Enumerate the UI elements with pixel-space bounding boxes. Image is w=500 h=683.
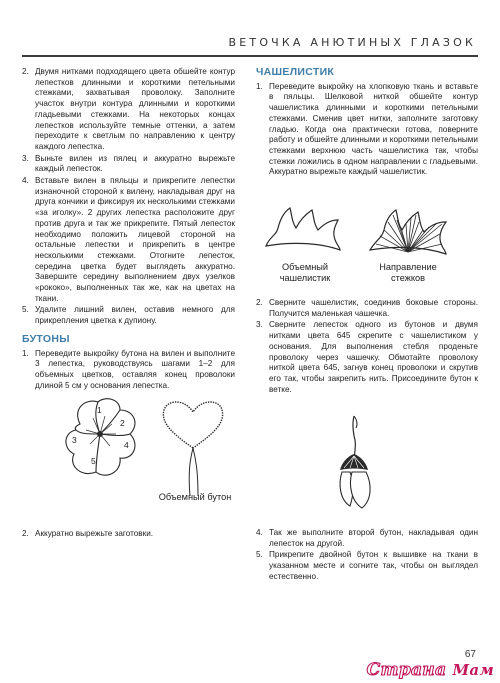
calyx-outline-figure: [262, 206, 344, 254]
petal-label-2: 2: [120, 418, 125, 428]
steps-list-bottom: [22, 529, 235, 540]
step-number: 2.: [22, 67, 29, 76]
calyx-step-1: [256, 82, 478, 178]
bud-figure-caption: Объемный бутон: [158, 492, 232, 502]
bud-step-1: [22, 349, 235, 392]
step-text: Сверните чашелистик, соединив боковые стороны. Получится маленькая чашечка.: [269, 298, 478, 318]
step-5: [22, 305, 235, 326]
step-number: 1.: [256, 81, 263, 91]
step-number: 4.: [256, 528, 263, 537]
calyx-steps-top: [256, 82, 478, 178]
petal-label-1: 1: [97, 405, 102, 415]
stem-curl: [354, 416, 357, 428]
watermark-text: Страна: [366, 660, 447, 680]
left-column: [22, 67, 235, 392]
step-text: Переведите выкройку на хлопковую ткань и вставьте в пяльцы. Шелковой ниткой обшейте контур чашелистика длинными и короткими петельными стежками. Сменив цвет нитки, заполните заготовку гладью. Когда она практически готова, поверните работу и обшейте длинными и короткими петельными стежками верхнюю часть чашелистика так, чтобы стежки ложились в одном направлении с гладьевыми. Аккуратно вырежьте каждый чашелистик.: [269, 81, 478, 177]
calyx-step-3: [256, 320, 478, 395]
calyx-step-4: [256, 528, 478, 549]
step-number: 2.: [256, 298, 263, 307]
page-number: 67: [464, 649, 476, 660]
bud-wire-right: [193, 448, 198, 496]
watermark-accent: Мам: [452, 661, 494, 679]
step-text: Вставьте вилен в пяльцы и прикрепите лепестки изнаночной стороной к вилену, накладывая друг на друга кончики и фиксируя их несколькими стежками «за иголку». 2 других лепестка расположите друг против друга и так же прикрепите. Пятый лепесток необходимо положить лицевой стороной на остальные лепестки и прикрепить в центре несколькими стежками. Отогните лепесток, середина цветка будет выглядеть аккуратно. Завершите середину выполнением двух узелков «рококо», выполненных так же, как на цветах на ткани.: [35, 176, 235, 303]
calyx-outline: [266, 208, 340, 250]
bud-wire-left: [189, 448, 193, 496]
step-number: 3.: [22, 153, 29, 163]
stitch-direction-figure: [366, 206, 452, 258]
section-title-buds: БУТОНЫ: [22, 332, 70, 345]
step-number: 1.: [22, 348, 29, 358]
assembled-bud-figure: [330, 414, 380, 514]
step-number: 3.: [256, 320, 263, 330]
step-text: Аккуратно вырежьте заготовки.: [35, 529, 154, 538]
section-title-calyx: ЧАШЕЛИСТИК: [256, 66, 335, 78]
step-3: [22, 154, 235, 175]
calyx-step-5: [256, 550, 478, 582]
calyx-step-2: [256, 298, 478, 319]
step-number: 5.: [256, 550, 263, 560]
pansy-center: [97, 431, 103, 437]
bud-stem: [353, 416, 356, 458]
right-column-middle: [256, 298, 478, 396]
step-text: Прикрепите двойной бутон к вышивке на ткани в указанном месте и согните так, чтобы он выглядел естественно.: [269, 550, 478, 581]
step-number: 4.: [22, 176, 29, 186]
step-number: 5.: [22, 305, 29, 315]
petal-label-4: 4: [124, 440, 129, 450]
step-text: Переведите выкройку бутона на вилен и выполните 3 лепестка, руководствуясь шагами 1–2 для объемных цветков, оставляя конец проволоки длиной 5 см у основания лепестка.: [35, 348, 235, 390]
steps-list-top: [22, 67, 235, 327]
calyx-caption: Объемный чашелистик: [279, 262, 331, 283]
calyx-steps-middle: [256, 298, 478, 395]
heart-petal-outline: [163, 402, 222, 448]
step-text: Удалите лишний вилен, оставив немного для прикрепления цветка к дупиону.: [35, 305, 235, 326]
step-4: [22, 176, 235, 304]
petal-label-5: 5: [91, 456, 96, 466]
stitch-caption: Направление стежков: [379, 262, 437, 283]
bud-petal-right: [350, 472, 370, 508]
step-2: [22, 67, 235, 153]
header-rule: [22, 55, 478, 57]
step-text: Так же выполните второй бутон, накладывая один лепесток на другой.: [269, 528, 478, 548]
top-margin: [0, 0, 500, 22]
step-number: 2.: [22, 529, 29, 538]
right-column: [256, 67, 478, 179]
left-column-bottom: [22, 529, 235, 541]
petal-label-3: 3: [72, 435, 77, 445]
watermark-logo: [367, 660, 494, 680]
calyx-steps-bottom: [256, 528, 478, 583]
bud-heart-figure: [154, 398, 232, 498]
steps-list-buds: [22, 349, 235, 392]
right-column-bottom: [256, 528, 478, 584]
step-text: Сверните лепесток одного из бутонов и двумя нитками цвета 645 скрепите с чашелистиком у основания. Для выполнения стебля проденьте проволоку через чашечку. Обмотайте проволоку ниткой цвета 645, загнув конец проволоки и скрутив его так, чтобы закрепить нить. Присоедините бутон к ветке.: [269, 320, 478, 394]
step-text: Выньте вилен из пялец и аккуратно вырежьте каждый лепесток.: [35, 153, 235, 174]
step-text: Двумя нитками подходящего цвета обшейте контур лепестков длинными и короткими петельными стежками, захватывая проволоку. Заполните участок внутри контура длинными и короткими гладьевыми стежками. На некоторых концах лепестков используйте темные оттенки, а затем переходите к светлым по направлению к центру каждого лепестка.: [35, 67, 235, 151]
bud-step-2: [22, 529, 235, 540]
running-title: ВЕТОЧКА АНЮТИНЫХ ГЛАЗОК: [228, 36, 476, 49]
pansy-petals-figure: [60, 394, 142, 484]
